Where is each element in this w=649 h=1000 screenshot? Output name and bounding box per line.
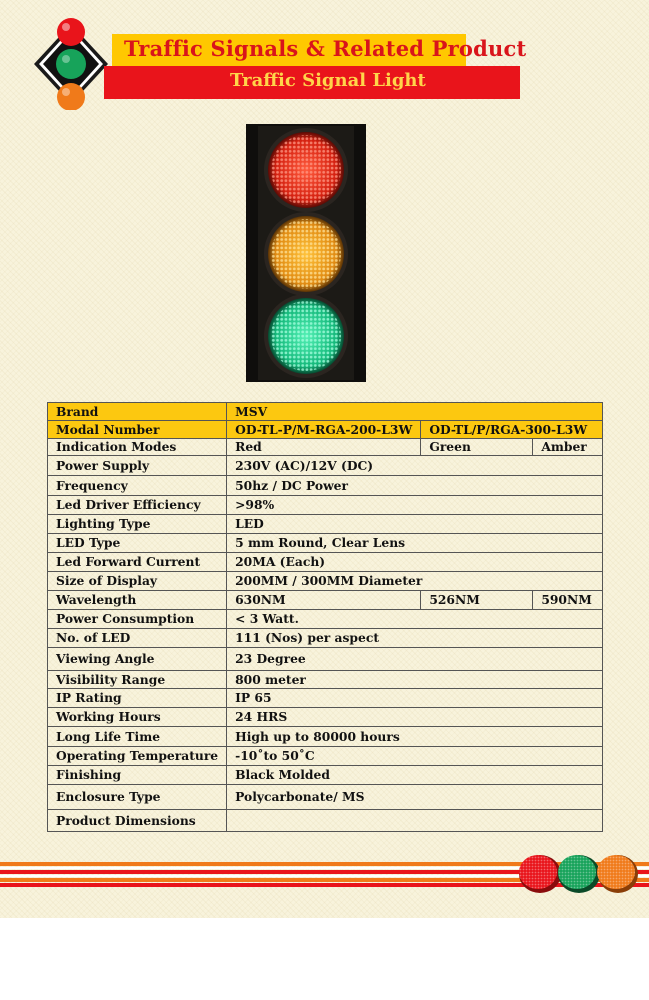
- table-row: [48, 747, 603, 766]
- spec-label: No. of LED: [48, 629, 227, 648]
- spec-label: Modal Number: [48, 421, 227, 439]
- spec-label: Lighting Type: [48, 515, 227, 534]
- table-row: [48, 727, 603, 747]
- spec-value: Black Molded: [227, 766, 603, 785]
- spec-value: OD-TL-P/M-RGA-200-L3W: [227, 421, 421, 439]
- spec-value: Polycarbonate/ MS: [227, 785, 603, 810]
- spec-value: 630NM: [227, 591, 421, 610]
- table-row: [48, 591, 603, 610]
- spec-value: 24 HRS: [227, 708, 603, 727]
- spec-label: Led Forward Current: [48, 553, 227, 572]
- spec-label: Size of Display: [48, 572, 227, 591]
- spec-label: Working Hours: [48, 708, 227, 727]
- spec-value: -10˚to 50˚C: [227, 747, 603, 766]
- spec-label: IP Rating: [48, 689, 227, 708]
- table-row: [48, 534, 603, 553]
- spec-label: Visibility Range: [48, 671, 227, 689]
- spec-value: LED: [227, 515, 603, 534]
- table-row: [48, 515, 603, 534]
- traffic-signal-photo: [246, 124, 366, 382]
- spec-value: 590NM: [533, 591, 603, 610]
- table-row: [48, 610, 603, 629]
- table-row: [48, 766, 603, 785]
- table-row: [48, 689, 603, 708]
- table-row: [48, 456, 603, 476]
- spec-label: Operating Temperature: [48, 747, 227, 766]
- spec-label: LED Type: [48, 534, 227, 553]
- traffic-light-logo-icon: [28, 18, 114, 110]
- table-row: [48, 553, 603, 572]
- footer-signal-lights-icon: [516, 850, 640, 896]
- spec-value: OD-TL/P/RGA-300-L3W: [421, 421, 603, 439]
- spec-label: Power Supply: [48, 456, 227, 476]
- table-row: [48, 629, 603, 648]
- spec-value: 5 mm Round, Clear Lens: [227, 534, 603, 553]
- spec-label: Finishing: [48, 766, 227, 785]
- table-row: [48, 439, 603, 456]
- specifications-table: [47, 402, 603, 832]
- table-row: [48, 785, 603, 810]
- spec-value: 230V (AC)/12V (DC): [227, 456, 603, 476]
- spec-value: High up to 80000 hours: [227, 727, 603, 747]
- spec-label: Product Dimensions: [48, 810, 227, 832]
- spec-label: Long Life Time: [48, 727, 227, 747]
- spec-value: IP 65: [227, 689, 603, 708]
- page-subtitle: Traffic Signal Light: [230, 70, 426, 91]
- spec-value: 200MM / 300MM Diameter: [227, 572, 603, 591]
- spec-value: Red: [227, 439, 421, 456]
- spec-label: Wavelength: [48, 591, 227, 610]
- spec-value: < 3 Watt.: [227, 610, 603, 629]
- spec-label: Frequency: [48, 476, 227, 496]
- spec-value: MSV: [227, 403, 603, 421]
- table-row: [48, 810, 603, 832]
- spec-label: Power Consumption: [48, 610, 227, 629]
- table-row: [48, 708, 603, 727]
- spec-label: Led Driver Efficiency: [48, 496, 227, 515]
- spec-value: [227, 810, 603, 832]
- spec-value: 23 Degree: [227, 648, 603, 671]
- spec-label: Indication Modes: [48, 439, 227, 456]
- table-row: [48, 671, 603, 689]
- table-row: [48, 421, 603, 439]
- table-row: [48, 403, 603, 421]
- spec-label: Viewing Angle: [48, 648, 227, 671]
- spec-value: Amber: [533, 439, 603, 456]
- spec-value: 800 meter: [227, 671, 603, 689]
- table-row: [48, 476, 603, 496]
- table-row: [48, 572, 603, 591]
- spec-value: 111 (Nos) per aspect: [227, 629, 603, 648]
- spec-value: 526NM: [421, 591, 533, 610]
- table-row: [48, 496, 603, 515]
- table-row: [48, 648, 603, 671]
- spec-value: 20MA (Each): [227, 553, 603, 572]
- spec-label: Enclosure Type: [48, 785, 227, 810]
- spec-value: Green: [421, 439, 533, 456]
- page-title: Traffic Signals & Related Product: [124, 36, 527, 61]
- spec-value: 50hz / DC Power: [227, 476, 603, 496]
- spec-label: Brand: [48, 403, 227, 421]
- spec-value: >98%: [227, 496, 603, 515]
